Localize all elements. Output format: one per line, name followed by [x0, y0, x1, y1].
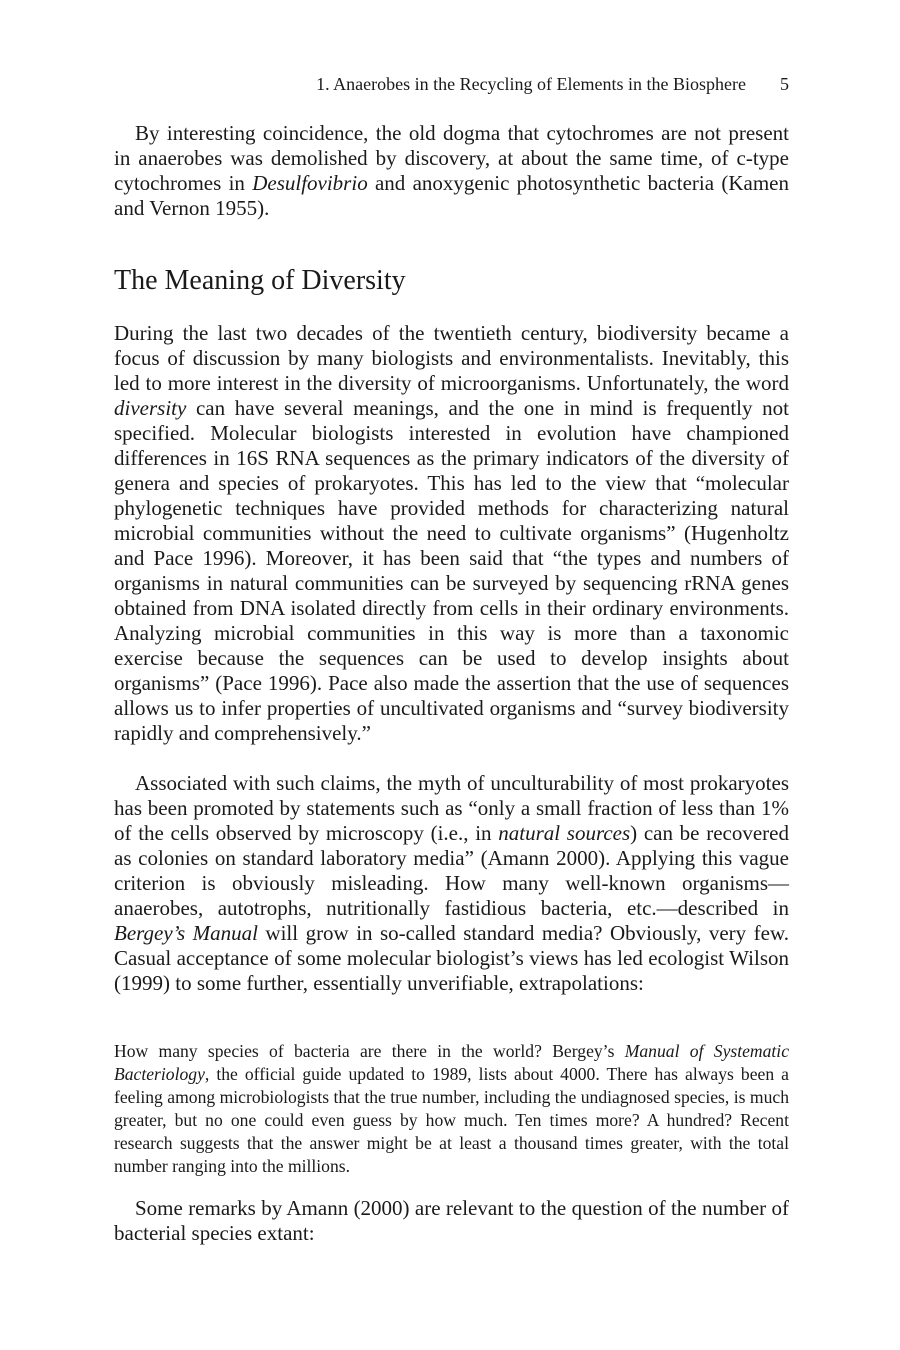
- p2-text-2: ) can be recovered as colonies on standard laboratory media” (Amann 2000). Applying this vague criterion is obviously misleading. How many well-known organisms—anaerobes, autotrophs, nutritionally fastidious bacteria, etc.—described in: [114, 821, 789, 920]
- diversity-paragraph-2: [114, 771, 789, 996]
- quote-italic-manual: Manual of Systematic Bacteriology: [114, 1041, 790, 1084]
- p3-text-1: Some remarks by Amann (2000) are relevant to the question of the number of bacterial species extant:: [114, 1196, 789, 1245]
- running-title: 1. Anaerobes in the Recycling of Elements in the Biosphere: [316, 74, 746, 94]
- intro-italic-genus: Desulfovibrio: [252, 171, 368, 195]
- quote-text-2: , the official guide updated to 1989, lists about 4000. There has always been a feeling among microbiologists that the true number, including the undiagnosed species, is much greater, but no one could even guess by how much. Ten times more? A hundred? Recent research suggests that the answer might be at least a thousand times greater, with the total number ranging into the millions.: [114, 1064, 789, 1176]
- section-heading: The Meaning of Diversity: [114, 265, 406, 296]
- running-header: [114, 72, 789, 96]
- p1-italic-diversity: diversity: [114, 396, 187, 420]
- p2-text-1: Associated with such claims, the myth of unculturability of most prokaryotes has been promoted by statements such as “only a small fraction of less than 1% of the cells observed by microscopy (i.e., in: [114, 771, 789, 845]
- intro-text-1: By interesting coincidence, the old dogma that cytochromes are not present in anaerobes was demolished by discovery, at about the same time, of c-type cytochromes in: [114, 121, 789, 195]
- p2-italic-bergeys-manual: Bergey’s Manual: [114, 921, 258, 945]
- diversity-paragraph-1: [114, 321, 789, 746]
- p1-text-1: During the last two decades of the twentieth century, biodiversity became a focus of discussion by many biologists and environmentalists. Inevitably, this led to more interest in the diversity of microorganisms. Unfortunately, the word: [114, 321, 789, 395]
- quote-text-1: How many species of bacteria are there in the world? Bergey’s: [114, 1041, 625, 1061]
- block-quote: [114, 1040, 789, 1178]
- page-number: 5: [780, 74, 789, 94]
- p2-text-3: will grow in so-called standard media? Obviously, very few. Casual acceptance of some molecular biologist’s views has led ecologist Wilson (1999) to some further, essentially unverifiable, extrapolations:: [114, 921, 789, 995]
- intro-text-2: and anoxygenic photosynthetic bacteria (Kamen and Vernon 1955).: [114, 171, 789, 220]
- intro-paragraph: [114, 121, 789, 221]
- p1-text-2: can have several meanings, and the one in mind is frequently not specified. Molecular biologists interested in evolution have championed differences in 16S RNA sequences as the primary indicators of the diversity of genera and species of prokaryotes. This has led to the view that “molecular phylogenetic techniques have provided methods for characterizing natural microbial communities without the need to cultivate organisms” (Hugenholtz and Pace 1996). Moreover, it has been said that “the types and numbers of organisms in natural communities can be surveyed by sequencing rRNA genes obtained from DNA isolated directly from cells in their ordinary environments. Analyzing microbial communities in this way is more than a taxonomic exercise because the sequences can be used to develop insights about organisms” (Pace 1996). Pace also made the assertion that the use of sequences allows us to infer properties of uncultivated organisms and “survey biodiversity rapidly and comprehensively.”: [114, 396, 789, 745]
- p2-italic-natural-sources: natural sources: [498, 821, 631, 845]
- diversity-paragraph-3: [114, 1196, 789, 1246]
